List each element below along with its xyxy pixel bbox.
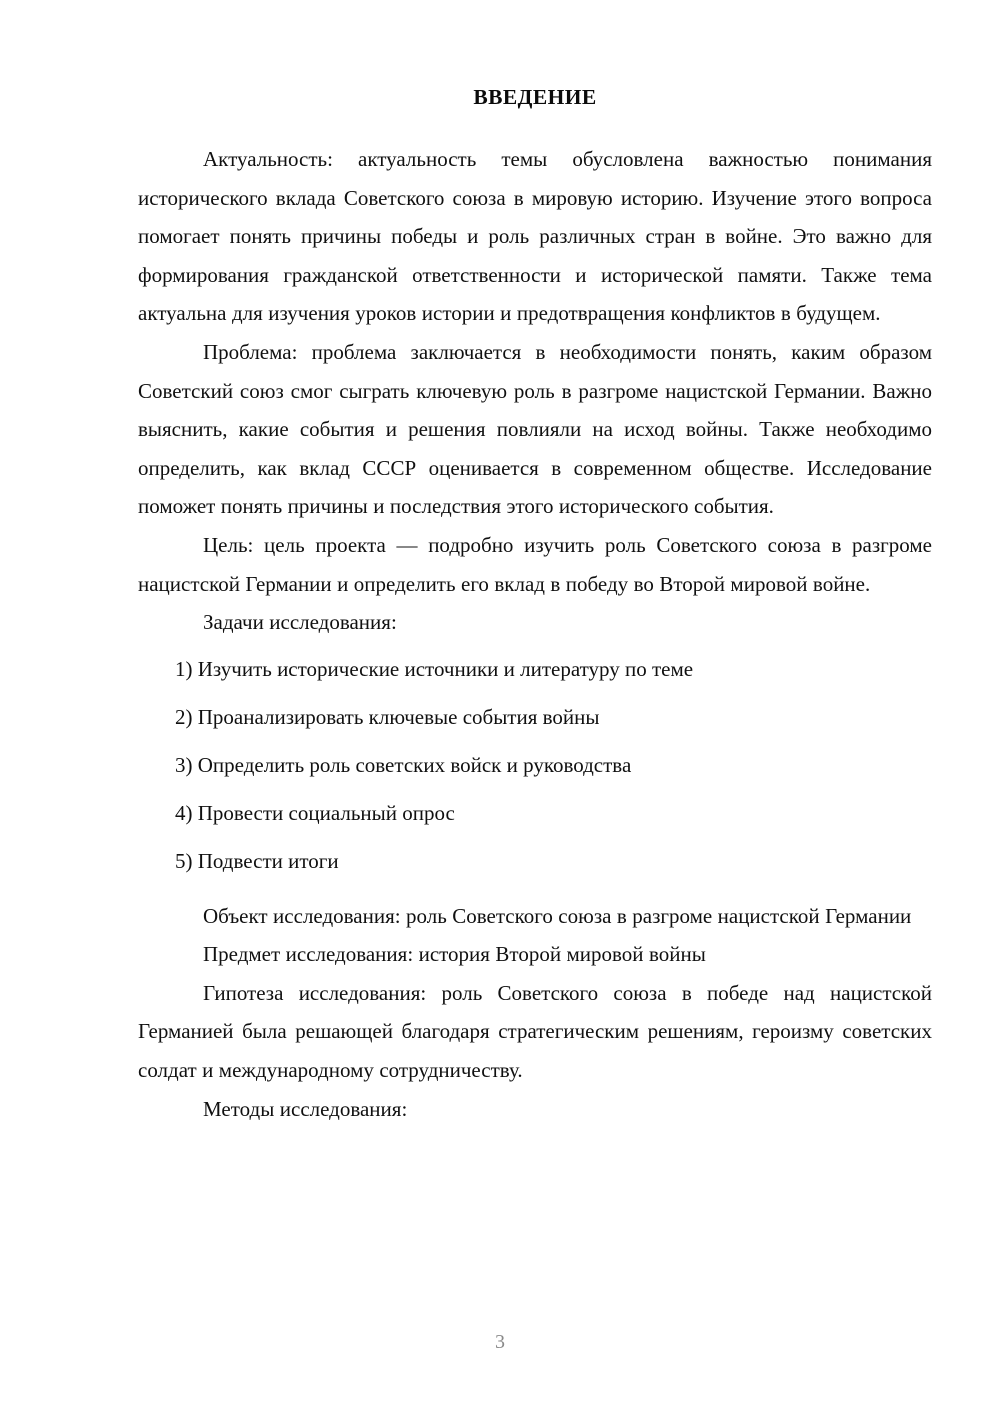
list-item: 4) Провести социальный опрос [175, 801, 455, 825]
paragraph-relevance: Актуальность: актуальность темы обусловлена важностью понимания исторического вклада Советского союза в мировую историю. Изучение этого вопроса помогает понять причины победы и роль различных стран в войне. Это важно для формирования гражданской ответственности и исторической памяти. Также тема актуальна для изучения уроков истории и предотвращения конфликтов в будущем. [138, 147, 932, 326]
list-item: 3) Определить роль советских войск и руководства [175, 752, 632, 777]
paragraph-problem: Проблема: проблема заключается в необходимости понять, каким образом Советский союз смог сыграть ключевую роль в разгроме нацистской Германии. Важно выяснить, какие события и решения повлияли на исход войны. Также необходимо определить, как вклад СССР оценивается в современном обществе. Исследование поможет понять причины и последствия этого исторического события. [138, 339, 932, 519]
heading-methods: Методы исследования: [203, 1096, 408, 1121]
page-title: ВВЕДЕНИЕ [473, 85, 597, 109]
list-item: 5) Подвести итоги [175, 849, 339, 874]
tasks-list [138, 650, 932, 881]
spacer [138, 887, 932, 897]
heading-tasks: Задачи исследования: [203, 610, 397, 635]
paragraph-goal: Цель: цель проекта — подробно изучить роль Советского союза в разгроме нацистской Германии и определить его вклад в победу во Второй мировой войне. [138, 532, 932, 596]
list-item: 1) Изучить исторические источники и литературу по теме [175, 656, 694, 681]
paragraph-hypothesis: Гипотеза исследования: роль Советского союза в победе над нацистской Германией была решающей благодаря стратегическим решениям, героизму советских солдат и международному сотрудничеству. [138, 980, 932, 1083]
page-number: 3 [495, 1331, 505, 1353]
document-body [138, 78, 932, 1128]
list-item: 2) Проанализировать ключевые события войны [175, 704, 600, 729]
paragraph-object: Объект исследования: роль Советского союза в разгроме нацистской Германии [203, 903, 912, 928]
paragraph-subject: Предмет исследования: история Второй мировой войны [203, 942, 706, 967]
